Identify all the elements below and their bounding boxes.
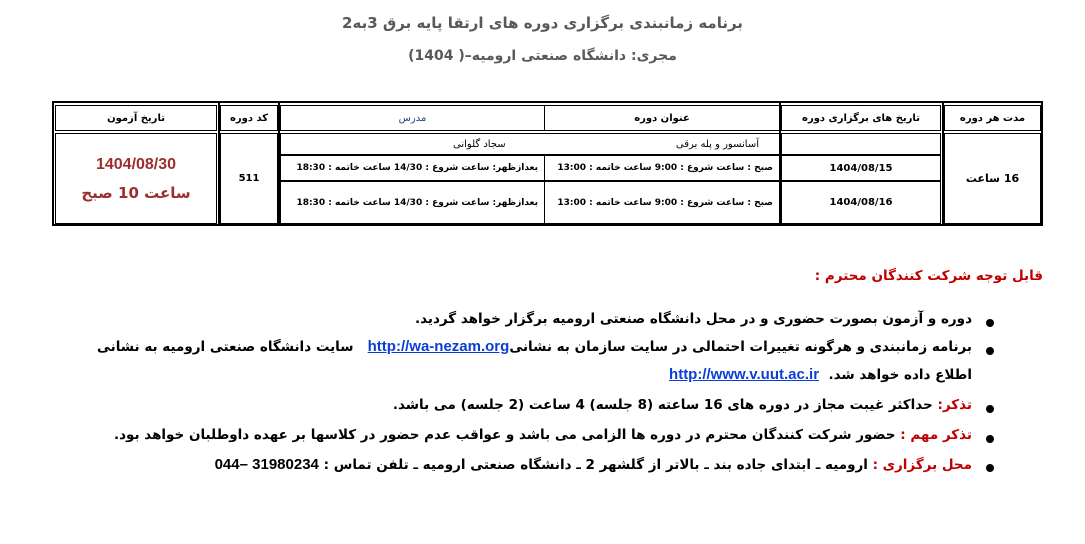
- course-name: آسانسور و پله برقی: [675, 138, 759, 150]
- session-2-afternoon: بعدازظهر: ساعت شروع : 14/30 ساعت خاتمه : 18:30: [280, 181, 545, 224]
- notice-item-1: دوره و آزمون بصورت حضوری و در محل دانشگاه صنعتی ارومیه برگزار خواهد گردید.: [414, 311, 972, 327]
- notice-item-4: [114, 427, 972, 443]
- notice-item-3-text: حداکثر غیبت مجاز در دوره های 16 ساعته (8 جلسه) 4 ساعت (2 جلسه) می باشد.: [392, 397, 933, 413]
- phone-number: 31980234 –044: [214, 456, 319, 473]
- notice-item-4-label: تذکر مهم :: [900, 427, 972, 443]
- notice-item-3: [393, 397, 972, 413]
- session-date-1: 1404/08/15: [781, 155, 941, 181]
- exam-cell: [55, 133, 217, 224]
- notice-item-5: [215, 456, 972, 473]
- header-exam-date: تاریخ آزمون: [55, 105, 217, 131]
- notice-item-2-cont: [669, 366, 972, 383]
- header-instructor: مدرس: [280, 105, 545, 131]
- header-duration: مدت هر دوره: [944, 105, 1041, 131]
- header-dates: تاریخ های برگزاری دوره: [781, 105, 941, 131]
- bullet-icon: [986, 464, 994, 472]
- header-course-title: عنوان دوره: [544, 105, 780, 131]
- bullet-icon: [986, 405, 994, 413]
- session-1-morning: صبح : ساعت شروع : 9:00 ساعت خاتمه : 13:00: [544, 155, 780, 181]
- bullet-icon: [986, 347, 994, 355]
- course-code: 511: [220, 133, 278, 224]
- bullet-icon: [986, 319, 994, 327]
- page-title: برنامه زمانبندی برگزاری دوره های ارتقا پایه برق 3به2: [342, 14, 743, 32]
- notice-item-2: [97, 338, 972, 355]
- instructor-name: سجاد گلوانی: [453, 138, 506, 150]
- session-date-2: 1404/08/16: [781, 181, 941, 224]
- notice-item-2-text-a: برنامه زمانبندی و هرگونه تغییرات احتمالی در سایت سازمان به نشانی: [509, 339, 972, 355]
- notice-item-5-label: محل برگزاری :: [872, 457, 972, 473]
- page-subtitle: مجری: دانشگاه صنعتی ارومیه–( 1404): [408, 48, 677, 64]
- bullet-icon: [986, 435, 994, 443]
- notice-heading: قابل توجه شرکت کنندگان محترم :: [814, 268, 1043, 284]
- notice-item-2-text-c: اطلاع داده خواهد شد.: [828, 367, 972, 383]
- notice-item-2-text-b: سایت دانشگاه صنعتی ارومیه به نشانی: [97, 339, 354, 355]
- notice-item-3-label: تذکر:: [937, 397, 972, 413]
- notice-item-4-text: حضور شرکت کنندگان محترم در دوره ها الزامی می باشد و عواقب عدم حضور در کلاسها بر عهده داوطلبان خواهد بود.: [113, 427, 896, 443]
- course-row: [280, 133, 780, 155]
- header-code: کد دوره: [220, 105, 278, 131]
- dates-blank-cell: [781, 133, 941, 155]
- session-1-afternoon: بعدازظهر: ساعت شروع : 14/30 ساعت خاتمه : 18:30: [280, 155, 545, 181]
- exam-date-value: 1404/08/30: [95, 155, 177, 173]
- session-2-morning: صبح : ساعت شروع : 9:00 ساعت خاتمه : 13:00: [544, 181, 780, 224]
- duration-value: 16 ساعت: [944, 133, 1041, 224]
- exam-time-value: ساعت 10 صبح: [81, 183, 191, 202]
- university-site-link[interactable]: http://www.v.uut.ac.ir: [669, 366, 820, 383]
- org-site-link[interactable]: http://wa-nezam.org: [367, 338, 510, 355]
- notice-item-5-text: ارومیه ـ ابتدای جاده بند ـ بالاتر از گلشهر 2 ـ دانشگاه صنعتی ارومیه ـ تلفن تماس :: [323, 457, 868, 473]
